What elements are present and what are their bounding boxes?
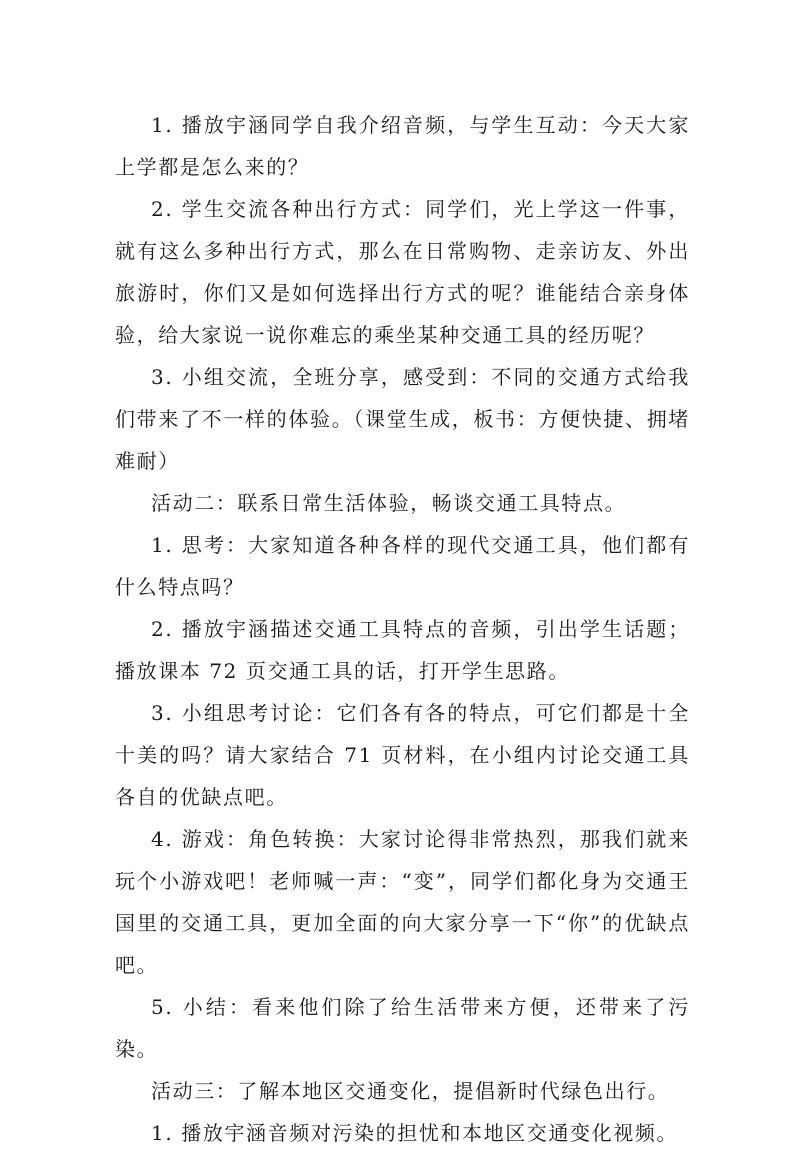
- activity-two-heading: 活动二：联系日常生活体验，畅谈交通工具特点。: [151, 491, 627, 515]
- paragraph-step-2-travel-modes: 2. 学生交流各种出行方式：同学们，光上学这一件事，就有这么多种出行方式，那么在日常购物、走亲访友、外出旅游时，你们又是如何选择出行方式的呢？谁能结合亲身体验，给大家说一说你难忘的乘坐某种交通工具的经历呢？: [115, 197, 690, 347]
- paragraph-step-1-pollution-video: 1. 播放宇涵音频对污染的担忧和本地区交通变化视频。: [151, 1121, 679, 1145]
- paragraph-step-1-think: 1. 思考：大家知道各种各样的现代交通工具，他们都有什么特点吗？: [115, 533, 690, 599]
- paragraph-step-5-summary: 5. 小结：看来他们除了给生活带来方便，还带来了污染。: [115, 995, 690, 1061]
- paragraph-step-4-role-game: 4. 游戏：角色转换：大家讨论得非常热烈，那我们就来玩个小游戏吧！老师喊一声：“变”，同学们都化身为交通王国里的交通工具，更加全面的向大家分享一下“你”的优缺点吧。: [115, 827, 690, 977]
- paragraph-step-3-group-share: 3. 小组交流，全班分享，感受到：不同的交通方式给我们带来了不一样的体验。（课堂生成，板书：方便快捷、拥堵难耐）: [115, 365, 690, 473]
- paragraph-step-3-discussion: 3. 小组思考讨论：它们各有各的特点，可它们都是十全十美的吗？请大家结合 71 页材料，在小组内讨论交通工具各自的优缺点吧。: [115, 701, 690, 809]
- paragraph-step-2-audio-textbook: 2. 播放宇涵描述交通工具特点的音频，引出学生话题；播放课本 72 页交通工具的话，打开学生思路。: [115, 617, 690, 683]
- paragraph-step-1-intro-audio: 1. 播放宇涵同学自我介绍音频，与学生互动：今天大家上学都是怎么来的？: [115, 113, 690, 179]
- activity-three-heading: 活动三：了解本地区交通变化，提倡新时代绿色出行。: [151, 1079, 670, 1103]
- document-body: [115, 104, 690, 1154]
